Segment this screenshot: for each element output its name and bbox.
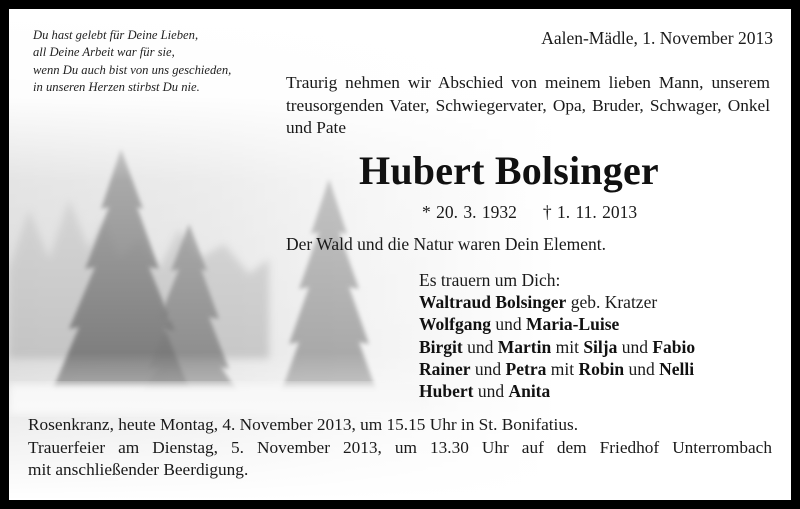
deceased-name: Hubert Bolsinger bbox=[359, 148, 659, 193]
place-and-date: Aalen-Mädle, 1. November 2013 bbox=[541, 28, 773, 48]
mourner-name: Maria-Luise bbox=[525, 314, 620, 335]
mourner-name: Wolfgang bbox=[419, 314, 491, 335]
life-dates bbox=[422, 202, 637, 223]
burial-info: mit anschließender Beerdigung. bbox=[28, 460, 249, 480]
mourner-line bbox=[419, 336, 695, 358]
mourner-name: Silja bbox=[583, 336, 618, 357]
mourner-name: Nelli bbox=[659, 358, 695, 379]
poem-line: all Deine Arbeit war für sie, bbox=[33, 45, 175, 60]
mourner-name: Waltraud Bolsinger bbox=[419, 292, 567, 313]
mourner-connector: und bbox=[624, 358, 660, 379]
mourner-name: Martin bbox=[497, 336, 552, 357]
mourner-connector: geb. Kratzer bbox=[566, 292, 658, 313]
mourner-line bbox=[419, 291, 695, 313]
mourners-list bbox=[419, 269, 695, 402]
mourner-connector: und bbox=[490, 314, 526, 335]
rosary-info: Rosenkranz, heute Montag, 4. November 2013, um 15.15 Uhr in St. Bonifatius. bbox=[28, 415, 579, 434]
mourner-name: Rainer bbox=[419, 358, 471, 379]
birth-date: * 20. 3. 1932 bbox=[422, 202, 517, 222]
funeral-service-info: Trauerfeier am Dienstag, 5. November 2013, um 13.30 Uhr auf dem Friedhof Unterrombach bbox=[28, 437, 772, 457]
poem-line: in unseren Herzen stirbst Du nie. bbox=[33, 79, 200, 94]
mourner-name: Hubert bbox=[419, 381, 474, 402]
mourners-heading: Es trauern um Dich: bbox=[419, 270, 561, 290]
poem-line: Du hast gelebt für Deine Lieben, bbox=[33, 28, 199, 42]
mourner-line bbox=[419, 358, 695, 380]
mourner-name: Anita bbox=[508, 381, 551, 402]
service-details bbox=[28, 414, 772, 482]
mourner-connector: und bbox=[462, 336, 498, 357]
memorial-quote: Der Wald und die Natur waren Dein Element. bbox=[286, 234, 606, 254]
memorial-poem bbox=[33, 27, 231, 96]
mourner-connector: und bbox=[473, 381, 509, 402]
mourner-name: Robin bbox=[578, 358, 625, 379]
mourner-connector: mit bbox=[551, 336, 584, 357]
mourner-name: Petra bbox=[505, 358, 547, 379]
mourner-connector: und bbox=[617, 336, 653, 357]
mourner-line bbox=[419, 380, 695, 402]
mourner-connector: und bbox=[470, 358, 506, 379]
mourner-name: Birgit bbox=[419, 336, 463, 357]
mourner-connector: mit bbox=[546, 358, 579, 379]
farewell-intro: Traurig nehmen wir Abschied von meinem lieben Mann, unserem treusorgenden Vater, Schwiegervater, Opa, Bruder, Schwager, Onkel und Pate bbox=[286, 73, 770, 137]
mourner-line bbox=[419, 313, 695, 335]
poem-line: wenn Du auch bist von uns geschieden, bbox=[33, 62, 232, 77]
mourner-name: Fabio bbox=[652, 336, 696, 357]
death-date: † 1. 11. 2013 bbox=[542, 202, 638, 222]
